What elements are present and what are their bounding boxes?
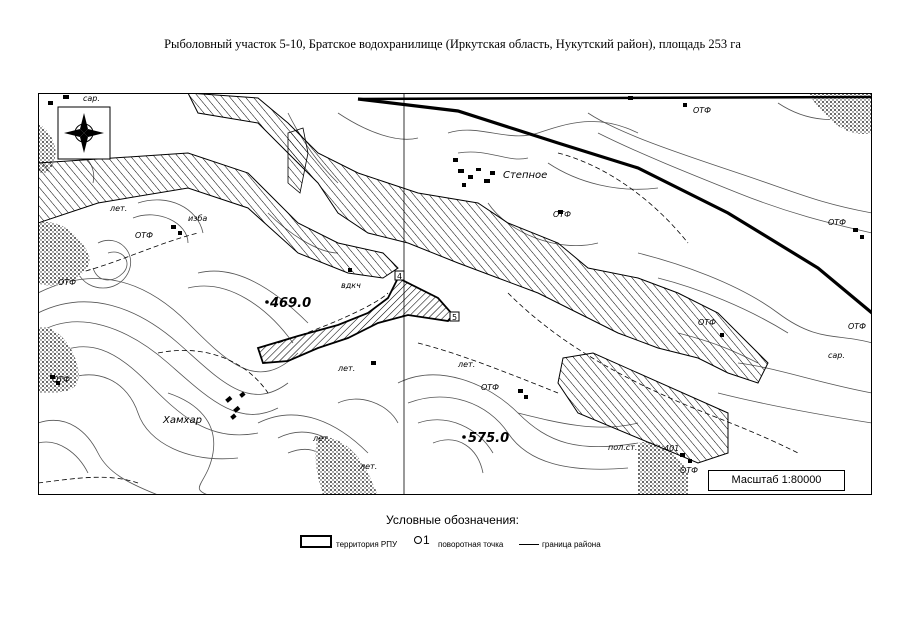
legend-point-number: 1 [423, 533, 430, 547]
scale-label: Масштаб 1:80000 [708, 470, 845, 491]
reservoir-band-3 [288, 128, 308, 193]
legend-border-line [519, 544, 539, 545]
compass-rose-icon [58, 107, 110, 159]
label-otf-9: ОТФ [693, 106, 712, 115]
label-khamkhar: Хамхар [163, 415, 202, 426]
label-otf-2: ОТФ [58, 278, 77, 287]
svg-text:5: 5 [452, 313, 458, 322]
turning-point-5 [450, 312, 459, 322]
building-symbols [48, 95, 867, 463]
label-stepnoe: Степное [503, 170, 548, 181]
legend-territory-swatch [300, 535, 332, 548]
map-title: Рыболовный участок 5-10, Братское водохранилище (Иркутская область, Нукутский район), площадь 253 га [164, 37, 741, 51]
label-izba: изба [188, 214, 208, 223]
label-let-4: лет. [313, 434, 331, 443]
label-otf-7: ОТФ [828, 218, 847, 227]
label-vdkch: вдкч [341, 281, 361, 290]
label-let-3: лет. [458, 360, 476, 369]
label-otf-6: ОТФ [698, 318, 717, 327]
elevation-469: 469.0 [270, 296, 312, 311]
rpu-territory [258, 278, 453, 363]
turning-point-4 [395, 271, 404, 281]
legend-title: Условные обозначения: [386, 513, 519, 527]
label-let-5: лет. [360, 462, 378, 471]
reservoir-band-2 [188, 93, 768, 383]
label-let-2: лет. [338, 364, 356, 373]
label-let-1: лет. [110, 204, 128, 213]
label-401: 401 [664, 444, 680, 453]
dark-terrain-4 [808, 93, 872, 134]
legend-point-label: поворотная точка [438, 540, 504, 549]
topographic-map[interactable] [38, 93, 872, 495]
svg-text:4: 4 [397, 272, 403, 281]
label-otf-8: ОТФ [848, 322, 867, 331]
legend-territory-label: территория РПУ [336, 540, 398, 549]
label-sar-2: сар. [828, 351, 845, 360]
label-otf-5: ОТФ [553, 210, 572, 219]
label-otf-10: ОТФ [680, 466, 699, 475]
label-otf-4: ОТФ [481, 383, 500, 392]
legend-point-circle-icon [414, 536, 422, 544]
label-pol-st: пол.ст. [608, 443, 638, 452]
boundary-top [358, 97, 872, 99]
elevation-575: 575.0 [468, 431, 510, 446]
settlement-khamkhar [225, 392, 245, 420]
label-otf-1: ОТФ [135, 231, 154, 240]
legend-border-label: граница района [542, 540, 601, 549]
dark-terrain-1 [38, 222, 90, 286]
settlement-stepnoe [453, 158, 495, 187]
label-sar-1: сар. [83, 94, 100, 103]
label-otf-3: ОТФ [52, 375, 71, 384]
